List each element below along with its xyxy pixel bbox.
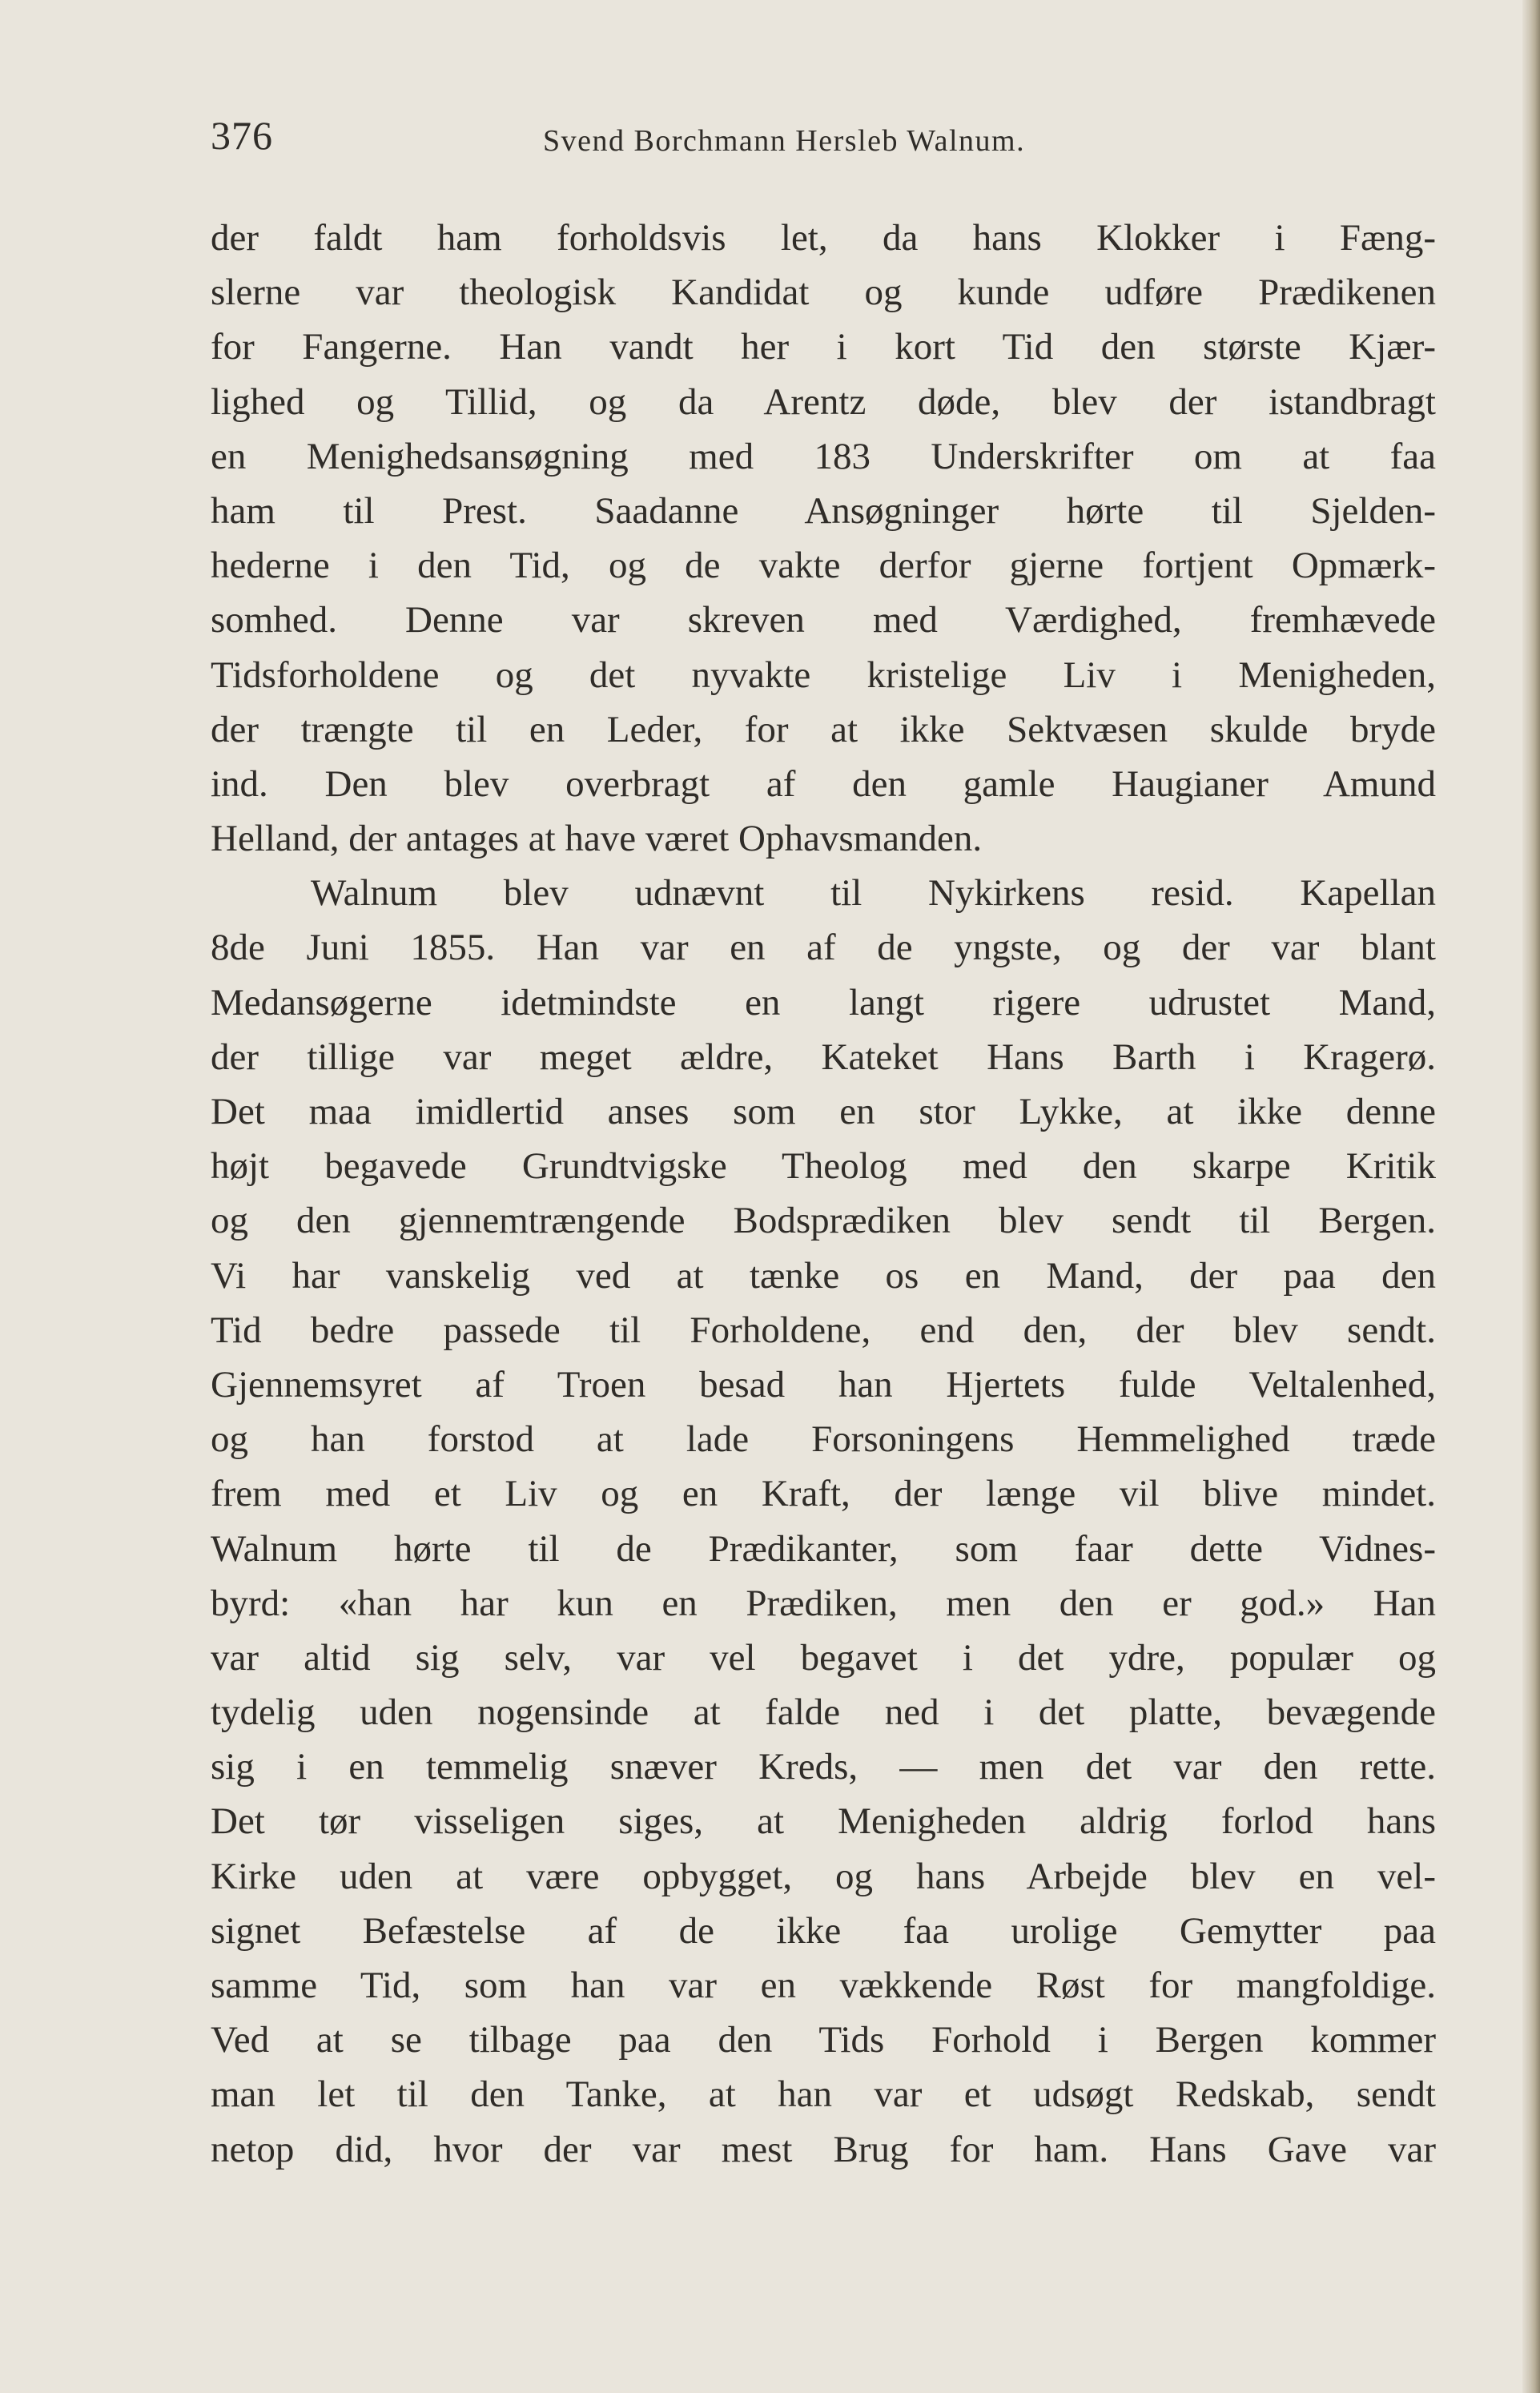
text-line: man let til den Tanke, at han var et udsøgt Redskab, sendt [211,2073,1436,2116]
text-line: slerne var theologisk Kandidat og kunde udføre Prædikenen [211,271,1436,314]
body-text [211,211,1436,2177]
text-line: der faldt ham forholdsvis let, da hans Klokker i Fæng- [211,217,1436,259]
text-line: Medansøgerne idetmindste en langt rigere udrustet Mand, [211,981,1436,1024]
text-line: og den gjennemtrængende Bodsprædiken blev sendt til Bergen. [211,1200,1436,1242]
text-line: netop did, hvor der var mest Brug for ham. Hans Gave var [211,2128,1436,2170]
text-line: for Fangerne. Han vandt her i kort Tid den største Kjær- [211,326,1436,368]
text-line: en Menighedsansøgning med 183 Underskrifter om at faa [211,435,1436,477]
text-line: sig i en temmelig snæver Kreds, — men det var den rette. [211,1746,1436,1788]
text-line: Tid bedre passede til Forholdene, end den, der blev sendt. [211,1309,1436,1351]
text-line: Vi har vanskelig ved at tænke os en Mand, der paa den [211,1254,1436,1297]
text-line: signet Befæstelse af de ikke faa urolige Gemytter paa [211,1909,1436,1952]
text-line: Det tør visseligen siges, at Menigheden aldrig forlod hans [211,1800,1436,1843]
text-line: somhed. Denne var skreven med Værdighed, fremhævede [211,599,1436,641]
text-line: Kirke uden at være opbygget, og hans Arbejde blev en vel- [211,1855,1436,1897]
text-line: ind. Den blev overbragt af den gamle Haugianer Amund [211,762,1436,805]
text-line: der tillige var meget ældre, Kateket Hans Barth i Kragerø. [211,1036,1436,1078]
text-line: tydelig uden nogensinde at falde ned i det platte, bevægende [211,1691,1436,1734]
page-header [211,112,1460,168]
page-edge-shadow [1522,0,1540,2393]
page-number: 376 [211,113,273,158]
text-line: højt begavede Grundtvigske Theolog med den skarpe Kritik [211,1145,1436,1188]
text-line: Walnum hørte til de Prædikanter, som faar dette Vidnes- [211,1527,1436,1570]
text-line: Helland, der antages at have været Ophavsmanden. [211,818,983,860]
text-line: og han forstod at lade Forsoningens Hemmelighed træde [211,1418,1436,1461]
text-line: Gjennemsyret af Troen besad han Hjertets fulde Veltalenhed, [211,1363,1436,1406]
text-line: hederne i den Tid, og de vakte derfor gjerne fortjent Opmærk- [211,545,1436,587]
running-head: Svend Borchmann Hersleb Walnum. [543,124,1026,158]
text-line: samme Tid, som han var en vækkende Røst for mangfoldige. [211,1965,1436,2006]
text-line: byrd: «han har kun en Prædiken, men den er god.» Han [211,1582,1436,1624]
text-line: Ved at se tilbage paa den Tids Forhold i Bergen kommer [211,2019,1436,2061]
text-line: 8de Juni 1855. Han var en af de yngste, og der var blant [211,927,1436,969]
text-line: Walnum blev udnævnt til Nykirkens resid. Kapellan [311,872,1436,915]
text-line: Tidsforholdene og det nyvakte kristelige Liv i Menigheden, [211,654,1436,696]
text-line: ham til Prest. Saadanne Ansøgninger hørte til Sjelden- [211,489,1436,532]
text-line: frem med et Liv og en Kraft, der længe vil blive mindet. [211,1473,1436,1515]
text-line: lighed og Tillid, og da Arentz døde, blev der istandbragt [211,380,1436,423]
text-line: Det maa imidlertid anses som en stor Lykke, at ikke denne [211,1091,1436,1132]
text-line: var altid sig selv, var vel begavet i det ydre, populær og [211,1636,1436,1679]
text-line: der trængte til en Leder, for at ikke Sektvæsen skulde bryde [211,708,1436,750]
